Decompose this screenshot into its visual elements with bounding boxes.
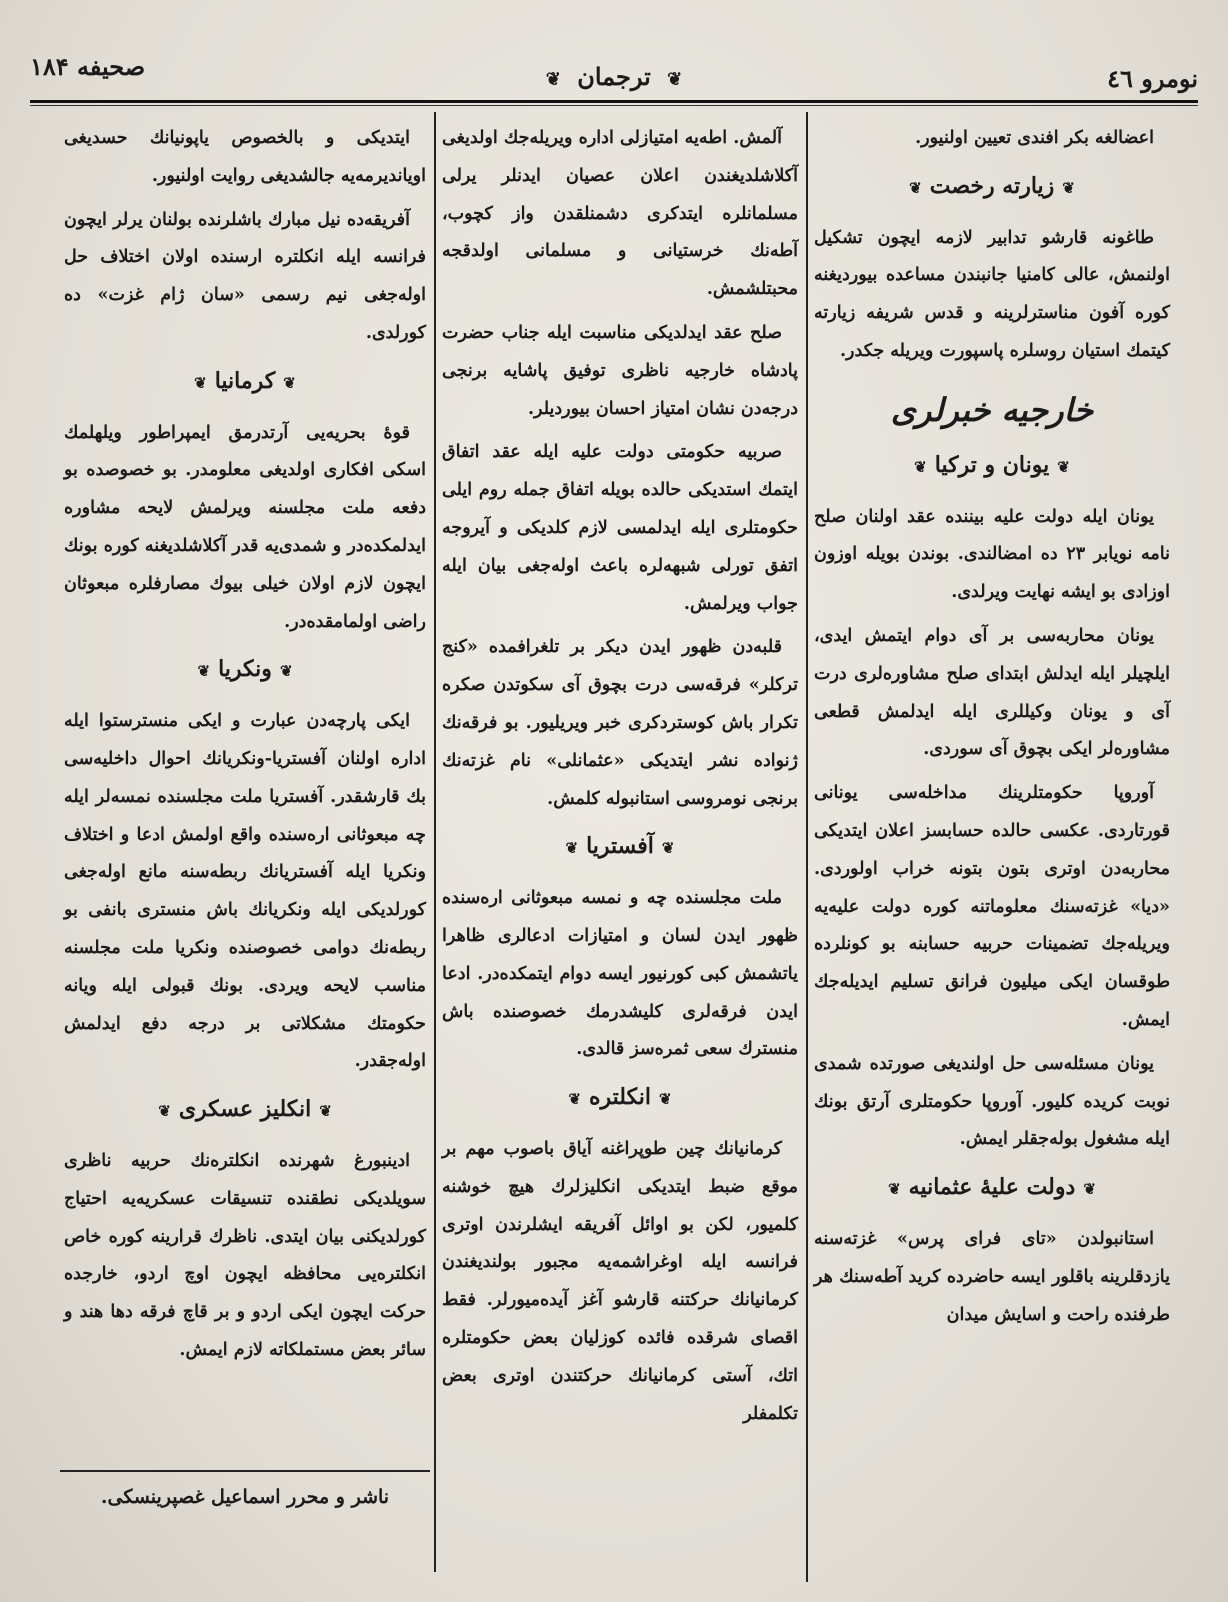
column-divider-left [434,112,436,1572]
column-middle [442,120,798,1439]
paragraph: قلبه‌دن ظهور ایدن دیکر بر تلغرافمده «کنج ترکلر» فرقه‌سی درت بچوق آی سکوتدن صکره تکرار باش کوستردکری خبر ویریلیور. بو فرقه‌نك ژنواده نشر ایتدیکی «عثمانلی» نام غزته‌نك برنجی نومروسی استانبوله کلمش. [442,637,798,809]
paragraph: استانبولدن «تای فرای پرس» غزته‌سنه یازدقلرینه باقلور ایسه حاضرده کرید آطه‌سنك هر طرفنده راحت و اسایش میدان [814,1228,1170,1325]
paragraph: قوهٔ بحریه‌یی آرتدرمق ایمپراطور ویلهلمك اسکی افکاری اولدیغی معلومدر. بو خصوصده بو دفعه ملت مجلسنه ویرلمش لایحه مشاوره ایدلمکده‌در و شمدی‌یه قدر آکلاشلدیغنه کوره بونك ایچون لازم اولان خیلی بیوك مصارفلره مبعوثان راضی اولمامقده‌در. [64,422,426,632]
section-heading [64,1091,426,1131]
paragraph: طاغونه قارشو تدابیر لازمه ایچون تشکیل اولنمش، عالی کامنیا جانبندن مساعده بیوردیغنه کوره آفون مناسترلرینه و قدس شریفه زیارته کیتمك استیان روسلره پاسپورت ویریله جکدر. [814,227,1170,361]
paragraph: اعضالغه بکر افندی تعیین اولنیور. [915,128,1154,148]
ornament-icon: ❦ [1083,1180,1096,1199]
section-heading [442,1079,798,1119]
section-heading-text: انکلتره [589,1084,651,1111]
section-heading-text: آفستریا [586,833,654,860]
paragraph: ادینبورغ شهرنده انکلتره‌نك حربیه ناظری سویلدیکی نطقنده تنسیقات عسکریه‌یه احتیاج کورلدیکنی بیان ایتدی. ناظرك قرارینه کوره خاص انکلتره‌یی محافظه ایچون اوچ اردو، خارجده حرکت ایچون ایکی اردو و بر قاچ فرقه دها هند و سائر بعض مستملکاته لازم ایمش. [64,1150,426,1360]
column-right [814,120,1170,1340]
ornament-icon: ❦ [661,839,675,858]
paragraph: ایکی پارچه‌دن عبارت و ایکی منسترستوا ایله اداره اولنان آفستریا-ونکریانك احوال داخلیه‌سی بك قارشقدر. آفستریا ملت مجلسنده نمسه‌لر ایله چه مبعوثانی اره‌سنده واقع اولمش ادعا و اختلاف ونکریا ایله آفستریانك ربطه‌سنه مانع اوله‌جغی کورلدیکی ایله ونکریانك باش منستری بانفی بو ربطه‌نك دوامی خصوصنده ونکریا ملت مجلسنه مناسب لایحه ویردی. بونك قبولی ایله ویانه حکومتك مشکلاتی بر درجه دفع ایدلمش اوله‌جقدر. [64,711,426,1072]
paragraph: صلح عقد ایدلدیکی مناسبت ایله جناب حضرت پادشاه خارجیه ناظری توفیق پاشایه برنجی درجه‌دن نشان امتیاز احسان بیوردیلر. [442,322,798,419]
section-heading-text: یونان و ترکیا [934,451,1050,478]
paragraph: یونان محاربه‌سی بر آی دوام ایتمش ایدی، ایلچیلر ایله ایدلش ابتدای صلح مشاوره‌لری درت آی و یونان وکیللری ایله ایدلمش قطعی مشاوره‌لر ایکی بچوق آی سوردی. [814,625,1170,760]
ornament-icon: ❦ [197,662,211,681]
ornament-icon: ❦ [279,662,293,681]
ornament-icon: ❦ [914,457,927,476]
ornament-icon: ❦ [283,373,296,392]
paragraph: آفریقه‌ده نیل مبارك باشلرنده بولنان یرلر ایچون فرانسه ایله انکلتره ارسنده اولان اختلاف حل اوله‌جغی نیم رسمی «سان ژام غزت» ده کورلدی. [64,209,426,343]
ornament-icon: ❦ [667,69,683,90]
ornament-icon: ❦ [545,69,561,90]
section-heading-text: زیارته رخصت [929,172,1055,199]
ornament-icon: ❦ [909,178,922,197]
paragraph: یونان ایله دولت علیه بیننده عقد اولنان صلح نامه نویابر ۲۳ ده امضالندی. بوندن بویله اوزون اوزادی بو ایشه نهایت ویرلدی. [814,506,1170,603]
paragraph: ایتدیکی و بالخصوص یاپونیانك حسدیغی اویاندیرمه‌یه جالشدیغی روایت اولنیور. [64,128,426,186]
ornament-icon: ❦ [319,1102,332,1121]
section-heading [442,828,798,868]
column-left [64,120,426,1376]
paragraph: ملت مجلسنده چه و نمسه مبعوثانی اره‌سنده ظهور ایدن لسان و امتیازات ادعالری ظاهرا یاتشمش کبی کورنیور ایسه دوام ایتمکده‌در. ادعا ایدن فرقه‌لری کلیشدرمك خصوصنده باش منسترك سعی ثمره‌سز قالدی. [442,888,798,1060]
paragraph: صربیه حکومتی دولت علیه ایله عقد اتفاق ایتمك استدیکی حالده بویله اتفاق جمله روم ایلی حکومتلری ایله ایدلمسی لازم کلدیکی و آیروجه اتفق تورلی شبهه‌لره باعث اوله‌جغی بیان ایله جواب ویرلمش. [442,442,798,614]
ornament-icon: ❦ [568,1090,581,1109]
section-heading-text: دولت علیهٔ عثمانیه [908,1174,1076,1201]
header-rule-thin [30,105,1198,106]
section-heading-text: کرمانیا [214,367,276,394]
paragraph: آوروپا حکومتلرینك مداخله‌سی یونانی قورتاردی. عکسی حالده حسابسز اعلان ایتدیکی محاربه‌دن اوتری بتون بتونه خراب اولوردی. «دیا» غزته‌سنك معلوماتنه کوره دولت علیه‌یه ویریله‌جك تضمینات حربیه حسابنه بو کونلرده طوقسان ایکی میلیون فرانق تسلیم ایدیله‌جك ایمش. [814,783,1170,1030]
section-title-foreign-news: خارجیه خبرلری [890,390,1094,429]
ornament-icon: ❦ [1062,178,1075,197]
column-divider-right [806,112,808,1582]
ornament-icon: ❦ [158,1102,171,1121]
masthead-title-text: ترجمان [577,62,651,91]
ornament-icon: ❦ [194,373,207,392]
footer-rule [60,1470,430,1472]
section-heading [814,168,1170,208]
section-heading [64,651,426,691]
paragraph: یونان مسئله‌سی حل اولندیغی صورتده شمدی نوبت کریده کلیور. آوروپا حکومتلری آرتق بونك ایله مشغول بوله‌جقلر ایمش. [814,1053,1170,1150]
section-heading [814,1169,1170,1209]
section-heading [814,447,1170,487]
issue-number: نومرو ٤٦ [1107,64,1198,93]
paragraph: آلمش. اطه‌یه امتیازلی اداره ویریله‌جك اولدیغی آکلاشلدیغندن اعلان عصیان ایدنلر یرلی مسلمانلره ایتدکری دشمنلقدن واز کچوب، آطه‌نك خرستیانی و مسلمانی اولدقجه محبتلشمش. [442,128,798,300]
ornament-icon: ❦ [658,1090,672,1109]
section-heading [64,363,426,403]
header-rule [30,100,1198,103]
masthead-title [538,62,690,91]
page-header [30,46,1198,106]
paragraph: کرمانیانك چین طوپراغنه آیاق باصوب مهم بر موقع ضبط ایتدیکی انکلیزلرك هیچ خوشنه کلمیور، لکن بو اوائل آفریقه ایشلرندن اوتری فرانسه ایله اوغراشمه‌یه مجبور بولندیغندن کرمانیانك حرکتنه قارشو آغز آیده‌میورلر. فقط اقصای شرقده فائده کوزلیان بعض حکومتلره اتك، آستی کرمانیانك حرکتندن اوتری بعض تکلمفلر [442,1138,798,1424]
section-heading-text: ونکریا [218,656,272,683]
ornament-icon: ❦ [888,1180,901,1199]
publisher-credit: ناشر و محرر اسماعیل غصپرینسکی. [100,1486,390,1508]
page-number: صحیفه ۱۸۴ [30,52,146,81]
ornament-icon: ❦ [1057,457,1070,476]
section-heading-text: انکلیز عسکری [178,1096,312,1123]
ornament-icon: ❦ [565,839,579,858]
